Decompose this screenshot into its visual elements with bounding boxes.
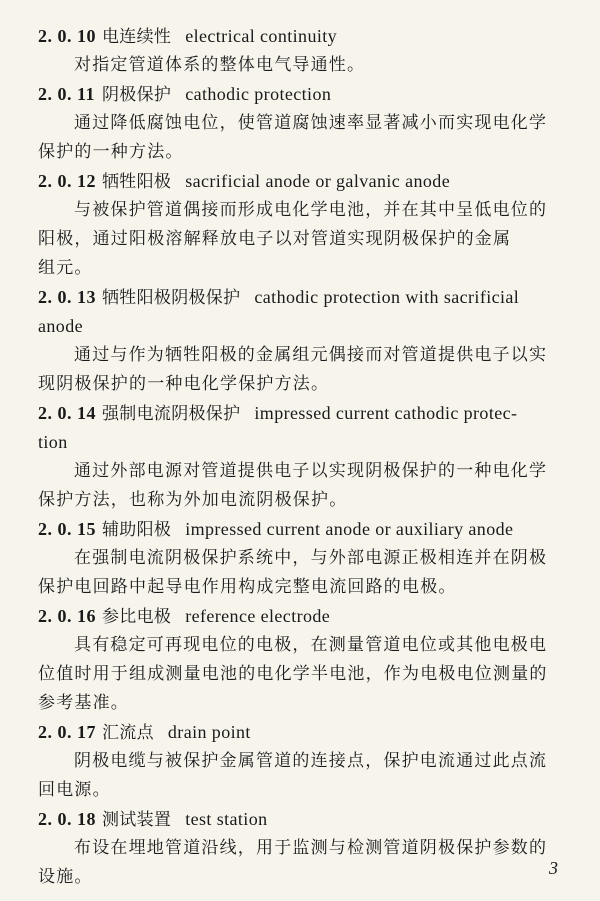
definition-line: 组元。: [38, 258, 93, 278]
term-number: 2. 0. 14: [38, 403, 96, 423]
definition-line: 阴极电缆与被保护金属管道的连接点，保护电流通过此点流: [74, 751, 548, 771]
term-english: cathodic protection with sacrificial: [254, 287, 520, 307]
term-chinese: 参比电极: [102, 607, 172, 627]
definition-line: 保护的一种方法。: [38, 142, 184, 162]
definition-line: 参考基准。: [38, 693, 129, 713]
term-english: sacrificial anode or galvanic anode: [185, 171, 451, 191]
term-chinese: 牺牲阳极阴极保护: [102, 288, 241, 308]
term-number: 2. 0. 11: [38, 84, 96, 104]
term-chinese: 辅助阳极: [102, 520, 172, 540]
term-english: impressed current cathodic protec-: [254, 403, 518, 423]
term-heading: [38, 602, 560, 631]
definition-line: 位值时用于组成测量电池的电化学半电池，作为电极电位测量的: [38, 664, 548, 684]
term-number: 2. 0. 16: [38, 606, 96, 626]
term-english: reference electrode: [185, 606, 331, 626]
definition-line: 设施。: [38, 867, 93, 887]
term-english-continuation: tion: [38, 432, 68, 452]
term-number: 2. 0. 12: [38, 171, 96, 191]
term-heading: [38, 283, 560, 312]
term-heading: [38, 805, 560, 834]
definition-line: 保护电回路中起导电作用构成完整电流回路的电极。: [38, 577, 457, 597]
definition-line: 保护方法，也称为外加电流阴极保护。: [38, 490, 348, 510]
term-english: electrical continuity: [185, 26, 338, 46]
definition-line: 通过降低腐蚀电位，使管道腐蚀速率显著减小而实现电化学: [74, 113, 548, 133]
term-number: 2. 0. 18: [38, 809, 96, 829]
definition-line: 现阴极保护的一种电化学保护方法。: [38, 374, 330, 394]
page-number: 3: [549, 858, 558, 878]
term-heading: [38, 399, 560, 428]
definition-line: 阳极，通过阳极溶解释放电子以对管道实现阴极保护的金属: [38, 229, 512, 249]
definition-line: 通过外部电源对管道提供电子以实现阴极保护的一种电化学: [74, 461, 548, 481]
definition-line: 与被保护管道偶接而形成电化学电池，并在其中呈低电位的: [74, 200, 548, 220]
term-english: test station: [185, 809, 268, 829]
definition-line: 具有稳定可再现电位的电极，在测量管道电位或其他电极电: [74, 635, 548, 655]
term-chinese: 强制电流阴极保护: [102, 404, 241, 424]
document-page: [38, 22, 560, 892]
term-english: drain point: [167, 722, 251, 742]
definition-line: 对指定管道体系的整体电气导通性。: [74, 55, 366, 75]
term-english: impressed current anode or auxiliary anode: [185, 519, 514, 539]
term-number: 2. 0. 17: [38, 722, 96, 742]
term-heading: [38, 167, 560, 196]
term-chinese: 汇流点: [102, 723, 154, 743]
term-chinese: 牺牲阳极: [102, 172, 172, 192]
definition-line: 通过与作为牺牲阳极的金属组元偶接而对管道提供电子以实: [74, 345, 548, 365]
term-chinese: 电连续性: [102, 27, 172, 47]
term-english-continuation: anode: [38, 316, 83, 336]
term-english: cathodic protection: [185, 84, 332, 104]
term-number: 2. 0. 15: [38, 519, 96, 539]
term-chinese: 阴极保护: [102, 85, 172, 105]
definition-line: 布设在埋地管道沿线，用于监测与检测管道阴极保护参数的: [74, 838, 548, 858]
definition-line: 在强制电流阴极保护系统中，与外部电源正极相连并在阴极: [74, 548, 548, 568]
term-heading: [38, 718, 560, 747]
definition-line: 回电源。: [38, 780, 111, 800]
term-chinese: 测试装置: [102, 810, 172, 830]
term-number: 2. 0. 10: [38, 26, 96, 46]
term-heading: [38, 80, 560, 109]
term-number: 2. 0. 13: [38, 287, 96, 307]
term-heading: [38, 515, 560, 544]
term-heading: [38, 22, 560, 51]
